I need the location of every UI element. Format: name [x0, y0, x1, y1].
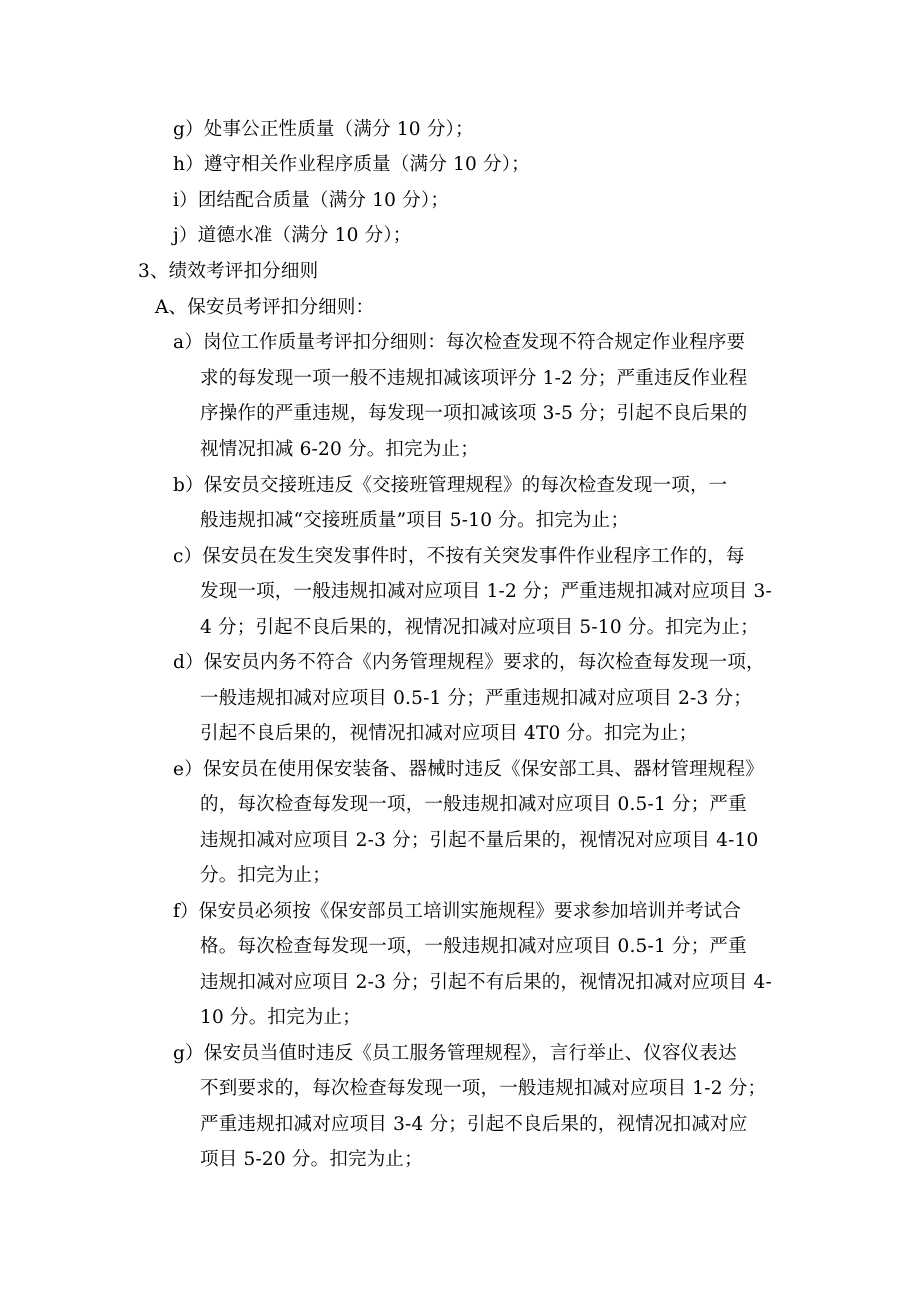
rule-a-line-3: 序操作的严重违规，每发现一项扣减该项 3-5 分；引起不良后果的 — [200, 403, 748, 424]
rule-text: 岗位工作质量考评扣分细则：每次检查发现不符合规定作业程序要 — [202, 332, 746, 353]
rule-f-line-2: 格。每次检查每发现一项，一般违规扣减对应项目 0.5-1 分；严重 — [200, 936, 747, 957]
sub-heading: A、保安员考评扣分细则： — [155, 297, 375, 318]
rule-text: 保安员在发生突发事件时，不按有关突发事件作业程序工作的，每 — [202, 546, 745, 567]
rule-d-line-3: 引起不良后果的，视情况扣减对应项目 4T0 分。扣完为止； — [200, 723, 698, 744]
rule-f-line-4: 10 分。扣完为止； — [200, 1007, 361, 1028]
list-text: 团结配合质量（满分 10 分）； — [197, 190, 450, 211]
rule-a-line-2: 求的每发现一项一般不违规扣减该项评分 1-2 分；严重违反作业程 — [200, 368, 748, 389]
rule-marker: b） — [173, 475, 204, 496]
list-text: 道德水准（满分 10 分）； — [197, 225, 412, 246]
rule-text: 保安员必须按《保安部员工培训实施规程》要求参加培训并考试合 — [198, 901, 742, 922]
rule-marker: d） — [173, 652, 204, 673]
rule-text: 保安员在使用保安装备、器械时违反《保安部工具、器材管理规程》 — [202, 759, 764, 780]
rule-g-line-1 — [173, 1042, 737, 1066]
rule-g-line-4: 项目 5-20 分。扣完为止； — [200, 1149, 423, 1170]
list-item-i — [173, 189, 449, 213]
rule-marker: c） — [173, 546, 203, 567]
rule-a-line-1 — [173, 331, 745, 355]
rule-f-line-3: 违规扣减对应项目 2-3 分；引起不有后果的，视情况扣减对应项目 4- — [200, 972, 772, 993]
rule-marker: a） — [173, 332, 203, 353]
rule-e-line-2: 的，每次检查每发现一项，一般违规扣减对应项目 0.5-1 分；严重 — [200, 794, 747, 815]
rule-d-line-2: 一般违规扣减对应项目 0.5-1 分；严重违规扣减对应项目 2-3 分； — [200, 688, 752, 709]
section-heading: 3、绩效考评扣分细则 — [138, 261, 319, 282]
rule-text: 保安员内务不符合《内务管理规程》要求的，每次检查每发现一项， — [203, 652, 765, 673]
rule-f-line-1 — [173, 900, 741, 924]
rule-e-line-1 — [173, 758, 764, 782]
rule-c-line-1 — [173, 545, 745, 569]
rule-marker: g） — [173, 1043, 204, 1064]
rule-g-line-2: 不到要求的，每次检查每发现一项，一般违规扣减对应项目 1-2 分； — [200, 1078, 767, 1099]
rule-text: 保安员交接班违反《交接班管理规程》的每次检查发现一项，一 — [203, 475, 728, 496]
rule-c-line-2: 发现一项，一般违规扣减对应项目 1-2 分；严重违规扣减对应项目 3- — [200, 581, 772, 602]
list-text: 遵守相关作业程序质量（满分 10 分）； — [203, 154, 530, 175]
list-item-j — [173, 224, 412, 248]
list-marker: g） — [173, 119, 204, 140]
rule-text: 保安员当值时违反《员工服务管理规程》，言行举止、仪容仪表达 — [203, 1043, 737, 1064]
list-item-h — [173, 153, 530, 177]
list-text: 处事公正性质量（满分 10 分）； — [203, 119, 474, 140]
rule-d-line-1 — [173, 651, 765, 675]
rule-g-line-3: 严重违规扣减对应项目 3-4 分；引起不良后果的，视情况扣减对应 — [200, 1114, 748, 1135]
list-item-g — [173, 118, 474, 142]
rule-marker: f） — [173, 901, 199, 922]
rule-marker: e） — [173, 759, 203, 780]
rule-b-line-2: 般违规扣减“交接班质量”项目 5-10 分。扣完为止； — [200, 510, 630, 531]
list-marker: h） — [173, 154, 204, 175]
rule-b-line-1 — [173, 474, 727, 498]
rule-a-line-4: 视情况扣减 6-20 分。扣完为止； — [200, 439, 479, 460]
rule-e-line-4: 分。扣完为止； — [200, 865, 331, 886]
rule-e-line-3: 违规扣减对应项目 2-3 分；引起不量后果的，视情况对应项目 4-10 — [200, 830, 759, 851]
list-marker: i） — [173, 190, 198, 211]
rule-c-line-3: 4 分；引起不良后果的，视情况扣减对应项目 5-10 分。扣完为止； — [200, 617, 759, 638]
list-marker: j） — [173, 225, 198, 246]
